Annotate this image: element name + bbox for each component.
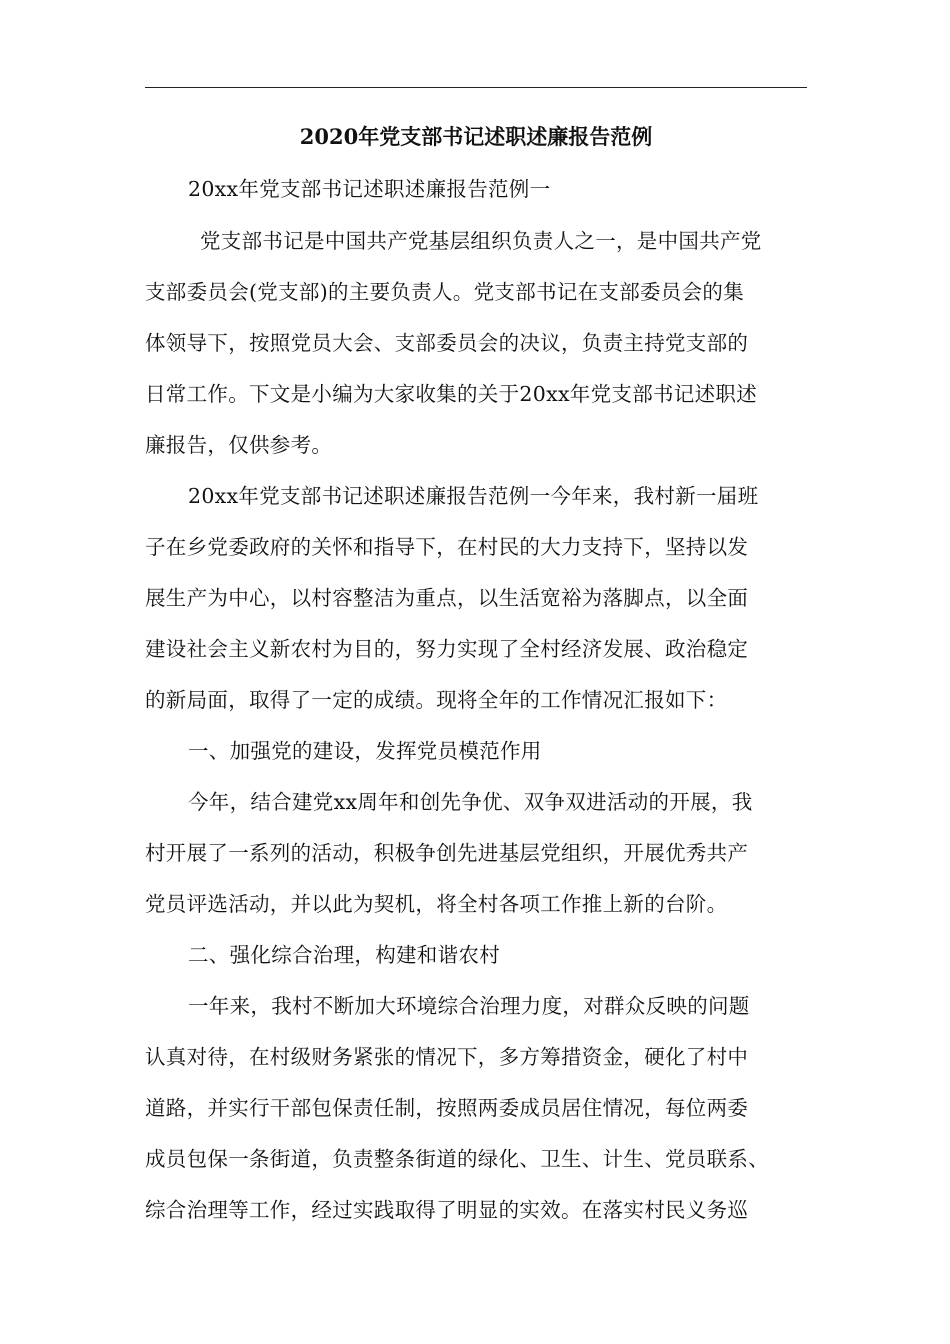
paragraph-line: 综合治理等工作，经过实践取得了明显的实效。在落实村民义务巡 [145, 1198, 749, 1222]
paragraph-line: 村开展了一系列的活动，积极争创先进基层党组织，开展优秀共产 [145, 841, 749, 865]
paragraph-line: 体领导下，按照党员大会、支部委员会的决议，负责主持党支部的 [145, 331, 749, 355]
paragraph-line: 今年，结合建党xx周年和创先争优、双争双进活动的开展，我 [188, 790, 753, 814]
paragraph-line: 一年来，我村不断加大环境综合治理力度，对群众反映的问题 [188, 994, 750, 1018]
paragraph-line: 道路，并实行干部包保责任制，按照两委成员居住情况，每位两委 [145, 1096, 749, 1120]
paragraph-line: 日常工作。下文是小编为大家收集的关于20xx年党支部书记述职述 [145, 382, 758, 406]
paragraph-line: 成员包保一条街道，负责整条街道的绿化、卫生、计生、党员联系、 [145, 1147, 769, 1171]
section-heading: 二、强化综合治理，构建和谐农村 [188, 943, 500, 967]
paragraph-line: 认真对待，在村级财务紧张的情况下，多方筹措资金，硬化了村中 [145, 1045, 749, 1069]
paragraph-line: 党员评选活动，并以此为契机，将全村各项工作推上新的台阶。 [145, 892, 728, 916]
paragraph-line: 支部委员会(党支部)的主要负责人。党支部书记在支部委员会的集 [145, 280, 744, 304]
subtitle-line: 20xx年党支部书记述职述廉报告范例一 [188, 177, 551, 201]
paragraph-line: 的新局面，取得了一定的成绩。现将全年的工作情况汇报如下： [145, 688, 728, 712]
paragraph-line: 建设社会主义新农村为目的，努力实现了全村经济发展、政治稳定 [145, 637, 749, 661]
paragraph-line: 20xx年党支部书记述职述廉报告范例一今年来，我村新一届班 [188, 484, 759, 508]
paragraph-line: 展生产为中心，以村容整洁为重点，以生活宽裕为落脚点，以全面 [145, 586, 749, 610]
paragraph-line: 党支部书记是中国共产党基层组织负责人之一，是中国共产党 [200, 229, 762, 253]
header-rule [145, 87, 807, 88]
document-title: 2020年党支部书记述职述廉报告范例 [299, 124, 653, 149]
paragraph-line: 廉报告，仅供参考。 [145, 433, 333, 457]
paragraph-line: 子在乡党委政府的关怀和指导下，在村民的大力支持下，坚持以发 [145, 535, 749, 559]
section-heading: 一、加强党的建设，发挥党员模范作用 [188, 739, 542, 763]
